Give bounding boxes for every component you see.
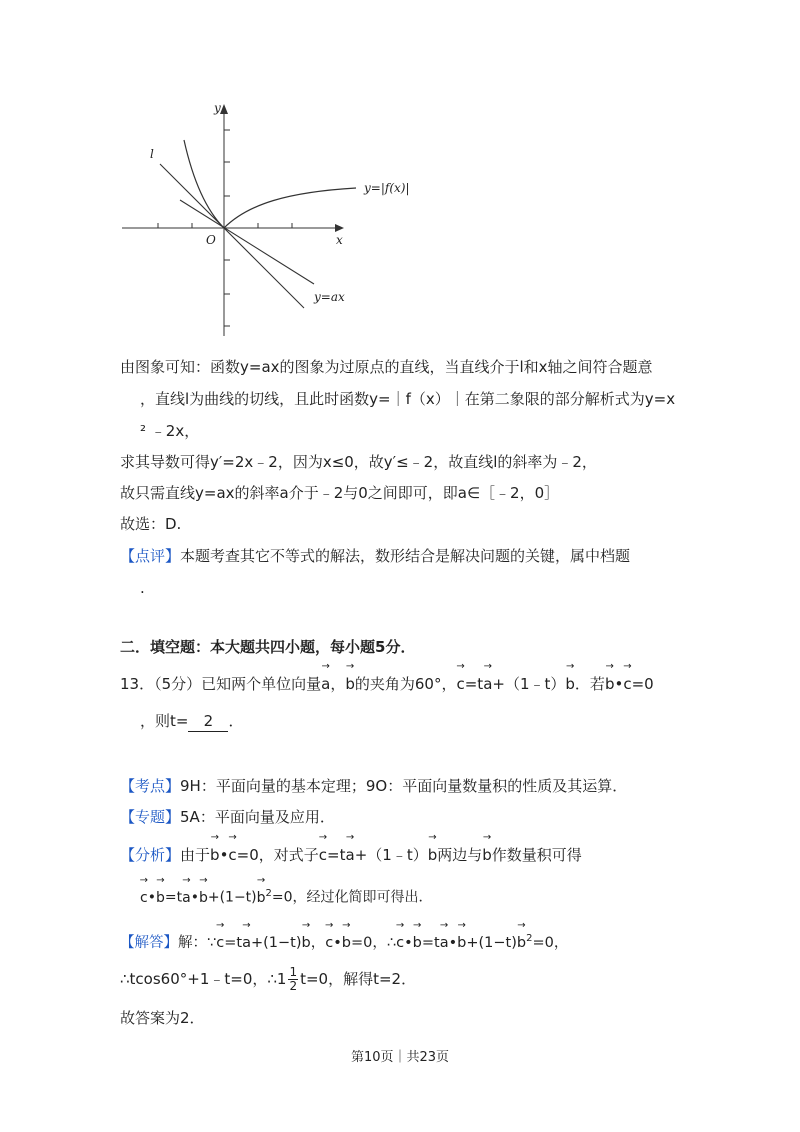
jieda-t3: =0，∴: [350, 934, 397, 951]
vector-b-2: → b: [565, 674, 575, 694]
j-b: → b: [301, 933, 310, 953]
tangent-line-l: [160, 164, 304, 308]
jieda-line2-a: ∴tcos60°+1﹣t=0，∴1: [120, 970, 287, 988]
q13-dot: •: [614, 675, 624, 693]
analysis-line-4: 求其导数可得y′=2x﹣2，因为x≤0，故y′≤﹣2，故直线l的斜率为﹣2，: [120, 453, 597, 471]
vector-b-5: → b: [428, 845, 438, 865]
label-curve: y=|f(x)|: [364, 181, 410, 195]
jieda-line-1: 【解答】解：∵→ c=t→ a+(1−t)→ b，→ c•→ b=0，∴→ c•→ b=t→ a•→ $b+(1-t)\to b^2=0$，: [120, 929, 568, 953]
j-b3: → b: [413, 933, 422, 953]
page-footer: 第10页｜共23页: [350, 1050, 450, 1065]
fenxi-t1: 由于: [180, 846, 211, 864]
analysis-line-3: ² ﹣2x，: [140, 422, 200, 440]
y-axis-arrow-icon: [220, 104, 228, 114]
kaodian-tag: 【考点】: [120, 777, 181, 795]
jieda-line-2: [120, 966, 416, 993]
question-13-line-1: [120, 674, 654, 694]
fenxi-t3: 两边与: [437, 846, 483, 864]
j-b5: → b: [517, 933, 526, 953]
j-dot: •: [333, 934, 342, 951]
f2-b3: → b: [257, 888, 266, 908]
vector-c-4: → c: [319, 845, 327, 865]
zhuanti-tag: 【专题】: [120, 808, 181, 826]
j-a2: → a: [440, 933, 449, 953]
f2-b2: → b: [199, 888, 208, 908]
fraction-half: [288, 966, 298, 993]
q13-dot-end: ．若: [574, 675, 605, 693]
zhuanti-line: [120, 807, 335, 827]
vector-b: → b: [345, 674, 355, 694]
fenxi-line2-end: =0，经过化简即可得出．: [271, 889, 433, 906]
j-c: → c: [216, 933, 224, 953]
curve-abs-f: [184, 140, 356, 228]
fenxi-tag: 【分析】: [120, 846, 181, 864]
line-y-ax: [180, 200, 314, 284]
q13-comma: ，: [330, 675, 346, 693]
vector-a-3: → a: [346, 845, 355, 865]
jieda-t1: 解：∵: [178, 934, 217, 951]
j-b2: → b: [342, 933, 351, 953]
q13-plus: +（1﹣t）: [492, 675, 566, 693]
jieda-t4: =0，: [532, 934, 569, 951]
comment-line: [120, 546, 630, 566]
q13-prefix: 13．（5分）已知两个单位向量: [120, 675, 322, 693]
section-title: 二．填空题：本大题共四小题，每小题5分．: [120, 638, 416, 656]
vector-b-4: → b: [210, 845, 220, 865]
kaodian-text: 9H：平面向量的基本定理；9O：平面向量数量积的性质及其运算．: [180, 777, 628, 795]
q13-line2-prefix: ，则t=: [140, 712, 189, 730]
f2-a: → a: [182, 888, 191, 908]
j-c2: → c: [325, 933, 333, 953]
vector-a-2: → a: [483, 674, 492, 694]
f2-dot-1: •: [147, 889, 156, 906]
final-answer: 故答案为2．: [120, 1009, 205, 1027]
j-b4: → b: [457, 933, 466, 953]
jieda-line2-b: t=0，解得t=2．: [300, 970, 417, 988]
fenxi-dot: •: [219, 846, 229, 864]
answer-blank: 2: [188, 711, 228, 732]
j-dot2: •: [404, 934, 413, 951]
label-y: y: [214, 101, 221, 115]
fenxi-line-1: [120, 845, 582, 865]
analysis-line-2: ，直线l为曲线的切线，且此时函数y=｜f（x）｜在第二象限的部分解析式为y=x: [140, 390, 676, 408]
fenxi-eq-t: =t: [327, 846, 346, 864]
kaodian-line: [120, 776, 627, 796]
x-axis-arrow-icon: [335, 224, 344, 232]
frac-den: 2: [289, 979, 298, 993]
comment-text: 本题考查其它不等式的解法，数形结合是解决问题的关键，属中档题: [180, 547, 631, 565]
q13-eq-t: =t: [464, 675, 484, 693]
q13-mid: 的夹角为60°，: [354, 675, 457, 693]
fenxi-t4: 作数量积可得: [491, 846, 582, 864]
zhuanti-text: 5A：平面向量及应用．: [180, 808, 335, 826]
jieda-t2: ，: [310, 934, 326, 951]
f2-dot-2: •: [190, 889, 199, 906]
vector-c-2: → c: [623, 674, 631, 694]
label-l: l: [150, 147, 154, 161]
q13-eq0: =0: [631, 675, 654, 693]
analysis-line-1: 由图象可知：函数y=ax的图象为过原点的直线，当直线介于l和x轴之间符合题意: [120, 358, 653, 376]
vector-b-3: → b: [605, 674, 615, 694]
fenxi-plus: +（1﹣t）: [354, 846, 428, 864]
function-graph: [118, 96, 410, 341]
f2-b: → b: [156, 888, 165, 908]
j-a: → a: [242, 933, 251, 953]
vector-c-3: → c: [228, 845, 236, 865]
analysis-line-6: 故选：D.: [120, 515, 182, 533]
comment-tag: 【点评】: [120, 547, 181, 565]
analysis-line-5: 故只需直线y=ax的斜率a介于﹣2与0之间即可，即a∈［﹣2，0］: [120, 484, 560, 502]
vector-c: → c: [456, 674, 464, 694]
question-13-line-2: [140, 711, 243, 732]
fenxi-t2: =0，对式子: [236, 846, 319, 864]
j-dot3: •: [448, 934, 458, 951]
fenxi-line-2: → c•→ b=t→ a•→ $b+(1-t)\to b^2=0$，经过化简即可得出．: [140, 884, 433, 908]
label-x: x: [336, 233, 343, 247]
label-origin: O: [206, 233, 216, 247]
vector-a: → a: [321, 674, 330, 694]
comment-tail: .: [140, 579, 145, 597]
vector-b-6: → b: [482, 845, 492, 865]
label-line: y=ax: [314, 290, 345, 304]
f2-c: → c: [140, 888, 148, 908]
frac-num: 1: [289, 965, 298, 979]
jieda-tag: 【解答】: [120, 934, 178, 951]
j-c3: → c: [396, 933, 404, 953]
q13-line2-end: ．: [228, 712, 244, 730]
